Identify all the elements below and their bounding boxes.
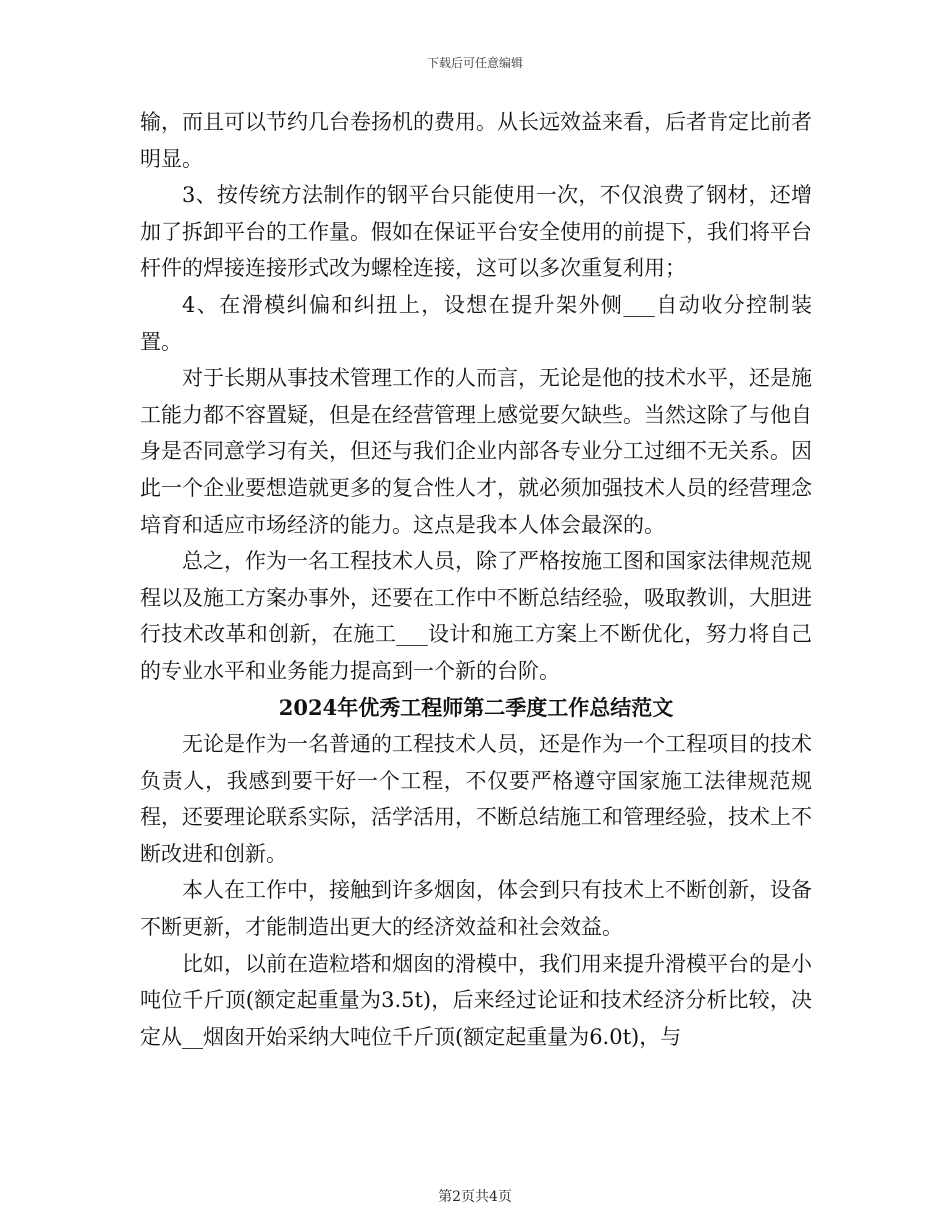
paragraph: 4、在滑模纠偏和纠扭上，设想在提升架外侧___自动收分控制装置。 <box>140 292 812 354</box>
paragraph: 输，而且可以节约几台卷扬机的费用。从长远效益来看，后者肯定比前者明显。 <box>140 110 812 171</box>
paragraph: 3、按传统方法制作的钢平台只能使用一次，不仅浪费了钢材，还增加了拆卸平台的工作量。假如在保证平台安全使用的前提下，我们将平台杆件的焊接连接形式改为螺栓连接，这可以多次重复利用； <box>140 183 812 281</box>
page-footer: 第2页共4页 <box>438 1189 512 1205</box>
paragraph: 本人在工作中，接触到许多烟囱，体会到只有技术上不断创新，设备不断更新，才能制造出更大的经济效益和社会效益。 <box>140 878 812 940</box>
page-header: 下载后可任意编辑 <box>426 56 523 70</box>
paragraph: 比如，以前在造粒塔和烟囱的滑模中，我们用来提升滑模平台的是小吨位千斤顶(额定起重量为3.5t)，后来经过论证和技术经济分析比较，决定从__烟囱开始采纳大吨位千斤顶(额定起重量为6.0t)，与 <box>140 951 812 1049</box>
paragraph: 总之，作为一名工程技术人员，除了严格按施工图和国家法律规范规程以及施工方案办事外，还要在工作中不断总结经验，吸取教训，大胆进行技术改革和创新，在施工___设计和施工方案上不断优化，努力将自己的专业水平和业务能力提高到一个新的台阶。 <box>140 549 812 683</box>
document-body <box>140 104 812 1055</box>
paragraph: 对于长期从事技术管理工作的人而言，无论是他的技术水平，还是施工能力都不容置疑，但是在经营管理上感觉要欠缺些。当然这除了与他自身是否同意学习有关，但还与我们企业内部各专业分工过细不无关系。因此一个企业要想造就更多的复合性人才，就必须加强技术人员的经营理念培育和适应市场经济的能力。这点是我本人体会最深的。 <box>140 366 812 537</box>
paragraph: 无论是作为一名普通的工程技术人员，还是作为一个工程项目的技术负责人，我感到要干好一个工程，不仅要严格遵守国家施工法律规范规程，还要理论联系实际，活学活用，不断总结施工和管理经验，技术上不断改进和创新。 <box>140 732 812 866</box>
section-title: 2024年优秀工程师第二季度工作总结范文 <box>278 694 674 720</box>
